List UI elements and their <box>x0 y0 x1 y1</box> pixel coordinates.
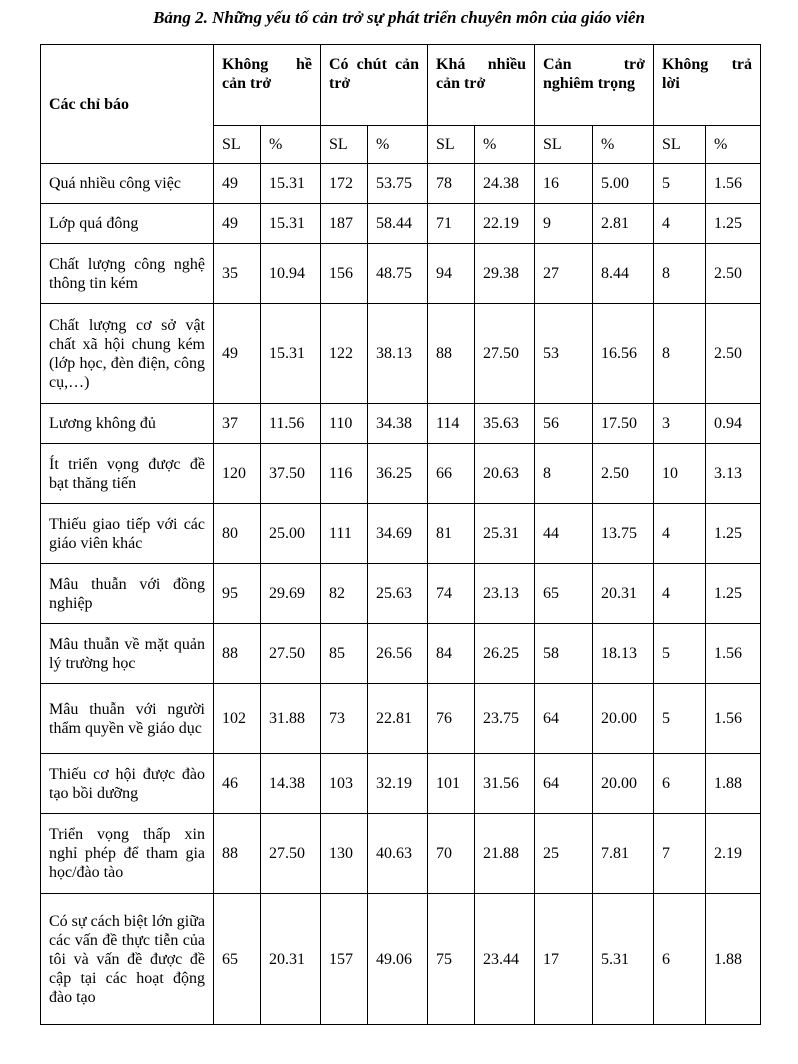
sub-header-sl: SL <box>654 126 706 164</box>
cell-count: 25 <box>535 814 593 894</box>
cell-percent: 32.19 <box>368 754 428 814</box>
cell-count: 130 <box>321 814 368 894</box>
cell-percent: 26.56 <box>368 624 428 684</box>
group-header-quite-a-lot: Khá nhiều cản trở <box>428 45 535 126</box>
cell-percent: 1.25 <box>706 504 761 564</box>
cell-percent: 20.00 <box>593 684 654 754</box>
table-row <box>41 304 761 404</box>
cell-count: 157 <box>321 894 368 1025</box>
group-header-not-at-all: Không hề cản trở <box>214 45 321 126</box>
cell-count: 8 <box>654 244 706 304</box>
cell-count: 49 <box>214 164 261 204</box>
cell-count: 49 <box>214 204 261 244</box>
cell-count: 120 <box>214 444 261 504</box>
sub-header-pct: % <box>593 126 654 164</box>
cell-count: 74 <box>428 564 475 624</box>
cell-percent: 22.81 <box>368 684 428 754</box>
cell-percent: 48.75 <box>368 244 428 304</box>
cell-percent: 31.88 <box>261 684 321 754</box>
cell-percent: 18.13 <box>593 624 654 684</box>
cell-count: 10 <box>654 444 706 504</box>
group-header-serious: Cản trở nghiêm trọng <box>535 45 654 126</box>
cell-percent: 8.44 <box>593 244 654 304</box>
cell-count: 64 <box>535 684 593 754</box>
sub-header-sl: SL <box>535 126 593 164</box>
cell-percent: 58.44 <box>368 204 428 244</box>
sub-header-sl: SL <box>214 126 261 164</box>
cell-percent: 37.50 <box>261 444 321 504</box>
cell-percent: 40.63 <box>368 814 428 894</box>
data-table <box>40 44 761 1025</box>
cell-percent: 2.50 <box>593 444 654 504</box>
cell-count: 3 <box>654 404 706 444</box>
cell-percent: 2.81 <box>593 204 654 244</box>
cell-count: 78 <box>428 164 475 204</box>
sub-header-pct: % <box>706 126 761 164</box>
cell-percent: 24.38 <box>475 164 535 204</box>
table-row <box>41 684 761 754</box>
cell-count: 94 <box>428 244 475 304</box>
cell-count: 7 <box>654 814 706 894</box>
cell-count: 64 <box>535 754 593 814</box>
cell-percent: 17.50 <box>593 404 654 444</box>
cell-count: 66 <box>428 444 475 504</box>
table-caption: Bảng 2. Những yếu tố cản trở sự phát triển chuyên môn của giáo viên <box>153 8 645 27</box>
cell-percent: 26.25 <box>475 624 535 684</box>
group-header-somewhat: Có chút cản trở <box>321 45 428 126</box>
cell-percent: 27.50 <box>261 624 321 684</box>
cell-percent: 53.75 <box>368 164 428 204</box>
row-label: Mâu thuẫn về mặt quản lý trường học <box>41 624 214 684</box>
cell-percent: 7.81 <box>593 814 654 894</box>
sub-header-pct: % <box>368 126 428 164</box>
cell-percent: 20.00 <box>593 754 654 814</box>
table-row <box>41 404 761 444</box>
row-label: Thiếu giao tiếp với các giáo viên khác <box>41 504 214 564</box>
cell-count: 156 <box>321 244 368 304</box>
row-label: Triển vọng thấp xin nghỉ phép để tham gia học/đào tào <box>41 814 214 894</box>
cell-count: 70 <box>428 814 475 894</box>
cell-percent: 2.50 <box>706 304 761 404</box>
row-label: Chất lượng công nghệ thông tin kém <box>41 244 214 304</box>
cell-percent: 36.25 <box>368 444 428 504</box>
cell-percent: 38.13 <box>368 304 428 404</box>
cell-count: 5 <box>654 624 706 684</box>
row-label: Thiếu cơ hội được đào tạo bồi dưỡng <box>41 754 214 814</box>
cell-count: 88 <box>428 304 475 404</box>
cell-percent: 25.63 <box>368 564 428 624</box>
cell-percent: 15.31 <box>261 164 321 204</box>
sub-header-sl: SL <box>321 126 368 164</box>
group-header-no-answer: Không trả lời <box>654 45 761 126</box>
cell-count: 65 <box>535 564 593 624</box>
cell-count: 73 <box>321 684 368 754</box>
table-row <box>41 204 761 244</box>
cell-percent: 0.94 <box>706 404 761 444</box>
sub-header-pct: % <box>475 126 535 164</box>
cell-percent: 15.31 <box>261 304 321 404</box>
cell-count: 71 <box>428 204 475 244</box>
cell-count: 95 <box>214 564 261 624</box>
table-row <box>41 164 761 204</box>
cell-percent: 16.56 <box>593 304 654 404</box>
table-row <box>41 754 761 814</box>
cell-count: 172 <box>321 164 368 204</box>
cell-count: 103 <box>321 754 368 814</box>
cell-count: 9 <box>535 204 593 244</box>
cell-percent: 23.44 <box>475 894 535 1025</box>
cell-percent: 10.94 <box>261 244 321 304</box>
table-row <box>41 624 761 684</box>
sub-header-sl: SL <box>428 126 475 164</box>
cell-count: 6 <box>654 894 706 1025</box>
row-label: Có sự cách biệt lớn giữa các vấn đề thực tiễn của tôi và vấn đề được đề cập tại các hoạt động đào tạo <box>41 894 214 1025</box>
header-row-groups <box>41 45 761 126</box>
cell-percent: 27.50 <box>261 814 321 894</box>
cell-count: 4 <box>654 204 706 244</box>
table-row <box>41 244 761 304</box>
cell-percent: 1.25 <box>706 204 761 244</box>
cell-percent: 20.31 <box>593 564 654 624</box>
cell-count: 102 <box>214 684 261 754</box>
cell-percent: 20.31 <box>261 894 321 1025</box>
row-label: Chất lượng cơ sở vật chất xã hội chung kém (lớp học, đèn điện, công cụ,…) <box>41 304 214 404</box>
cell-count: 17 <box>535 894 593 1025</box>
row-label: Ít triển vọng được đề bạt thăng tiến <box>41 444 214 504</box>
cell-percent: 29.38 <box>475 244 535 304</box>
sub-header-pct: % <box>261 126 321 164</box>
cell-count: 101 <box>428 754 475 814</box>
cell-count: 4 <box>654 504 706 564</box>
cell-count: 53 <box>535 304 593 404</box>
cell-count: 82 <box>321 564 368 624</box>
cell-count: 8 <box>535 444 593 504</box>
cell-percent: 15.31 <box>261 204 321 244</box>
cell-count: 5 <box>654 164 706 204</box>
cell-percent: 1.56 <box>706 164 761 204</box>
cell-count: 4 <box>654 564 706 624</box>
cell-count: 122 <box>321 304 368 404</box>
row-label: Quá nhiều công việc <box>41 164 214 204</box>
cell-count: 8 <box>654 304 706 404</box>
cell-count: 44 <box>535 504 593 564</box>
cell-percent: 1.88 <box>706 754 761 814</box>
cell-count: 88 <box>214 814 261 894</box>
cell-count: 6 <box>654 754 706 814</box>
cell-count: 65 <box>214 894 261 1025</box>
cell-percent: 5.31 <box>593 894 654 1025</box>
table-body <box>41 164 761 1025</box>
cell-count: 49 <box>214 304 261 404</box>
cell-count: 116 <box>321 444 368 504</box>
cell-percent: 25.00 <box>261 504 321 564</box>
row-label: Mâu thuẫn với đồng nghiệp <box>41 564 214 624</box>
cell-count: 16 <box>535 164 593 204</box>
cell-count: 37 <box>214 404 261 444</box>
cell-percent: 13.75 <box>593 504 654 564</box>
table-row <box>41 444 761 504</box>
cell-count: 35 <box>214 244 261 304</box>
cell-percent: 1.88 <box>706 894 761 1025</box>
row-label: Lương không đủ <box>41 404 214 444</box>
cell-percent: 20.63 <box>475 444 535 504</box>
cell-percent: 29.69 <box>261 564 321 624</box>
cell-percent: 25.31 <box>475 504 535 564</box>
table-row <box>41 894 761 1025</box>
cell-count: 46 <box>214 754 261 814</box>
cell-percent: 34.69 <box>368 504 428 564</box>
cell-percent: 2.50 <box>706 244 761 304</box>
row-label: Mâu thuẫn với người thẩm quyền về giáo dục <box>41 684 214 754</box>
cell-percent: 21.88 <box>475 814 535 894</box>
row-label: Lớp quá đông <box>41 204 214 244</box>
cell-percent: 14.38 <box>261 754 321 814</box>
cell-percent: 23.75 <box>475 684 535 754</box>
cell-count: 56 <box>535 404 593 444</box>
cell-count: 76 <box>428 684 475 754</box>
cell-count: 111 <box>321 504 368 564</box>
cell-percent: 1.56 <box>706 624 761 684</box>
indicator-header: Các chỉ báo <box>41 45 214 164</box>
cell-percent: 1.25 <box>706 564 761 624</box>
cell-count: 27 <box>535 244 593 304</box>
table-row <box>41 814 761 894</box>
cell-percent: 49.06 <box>368 894 428 1025</box>
cell-count: 84 <box>428 624 475 684</box>
cell-percent: 1.56 <box>706 684 761 754</box>
cell-percent: 3.13 <box>706 444 761 504</box>
cell-percent: 35.63 <box>475 404 535 444</box>
cell-percent: 11.56 <box>261 404 321 444</box>
cell-percent: 2.19 <box>706 814 761 894</box>
cell-count: 75 <box>428 894 475 1025</box>
cell-count: 85 <box>321 624 368 684</box>
table-row <box>41 564 761 624</box>
cell-percent: 31.56 <box>475 754 535 814</box>
cell-count: 58 <box>535 624 593 684</box>
cell-count: 114 <box>428 404 475 444</box>
cell-percent: 23.13 <box>475 564 535 624</box>
cell-percent: 5.00 <box>593 164 654 204</box>
table-row <box>41 504 761 564</box>
cell-count: 81 <box>428 504 475 564</box>
cell-percent: 22.19 <box>475 204 535 244</box>
cell-count: 110 <box>321 404 368 444</box>
cell-count: 88 <box>214 624 261 684</box>
cell-count: 187 <box>321 204 368 244</box>
cell-percent: 27.50 <box>475 304 535 404</box>
cell-percent: 34.38 <box>368 404 428 444</box>
cell-count: 80 <box>214 504 261 564</box>
cell-count: 5 <box>654 684 706 754</box>
